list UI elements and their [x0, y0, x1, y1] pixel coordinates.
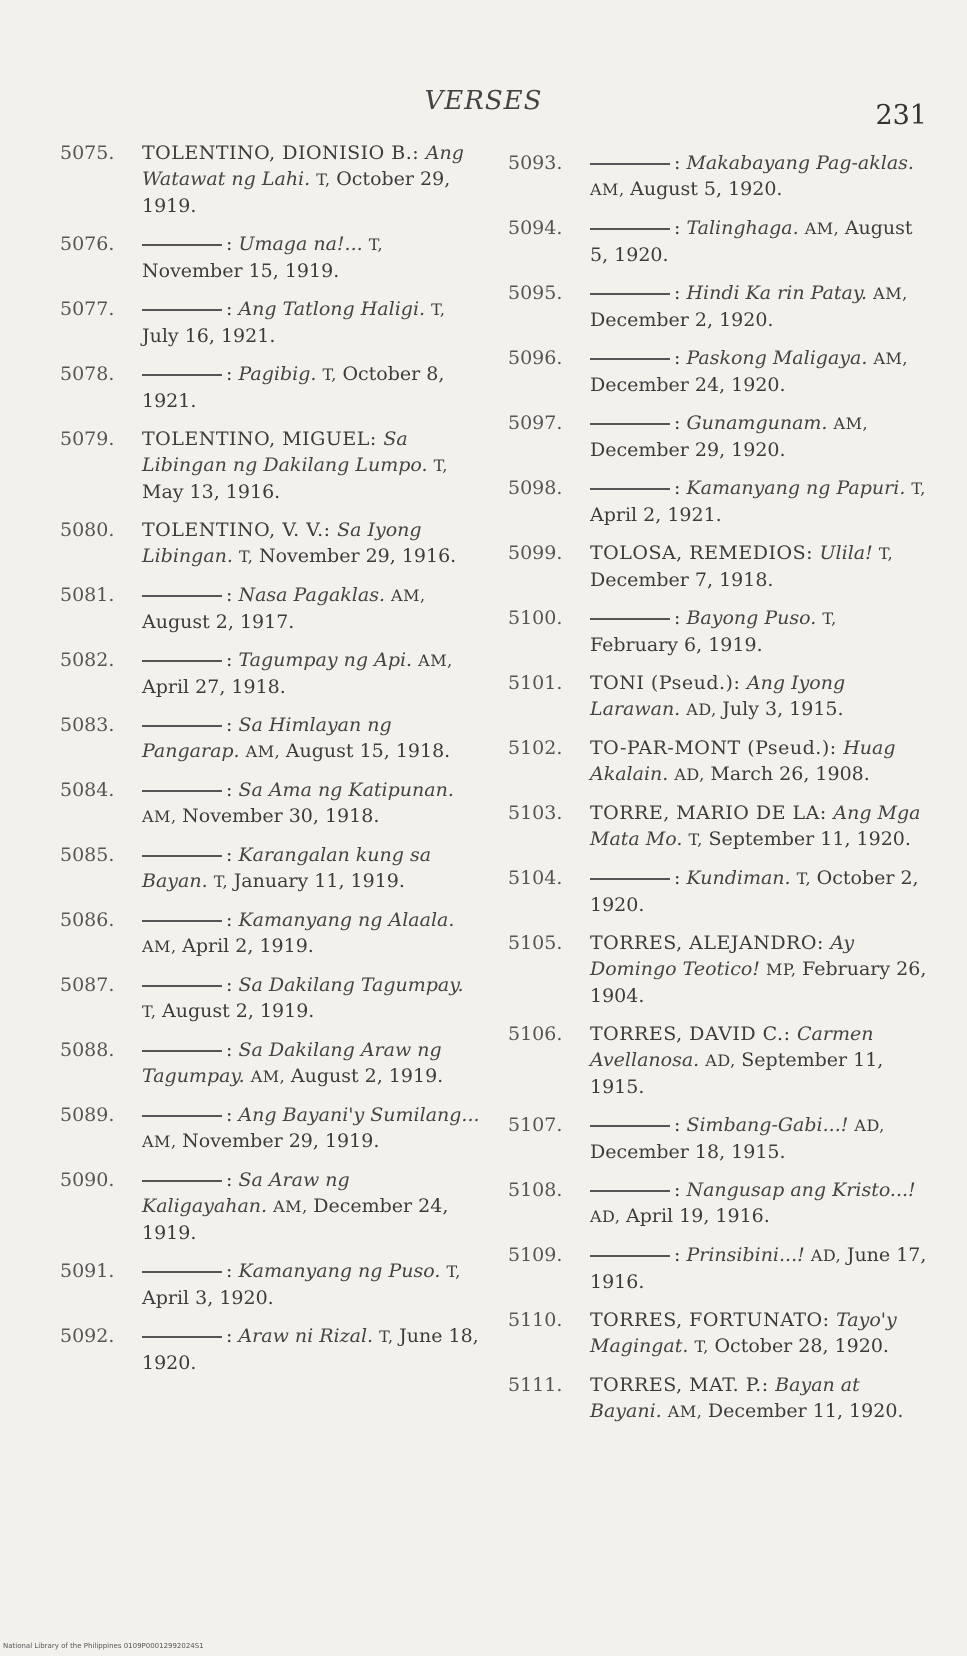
entry-number: 5108 . [508, 1177, 562, 1203]
bibliography-entry [508, 605, 928, 658]
entry-date: December 24, 1920. [590, 374, 786, 396]
entry-date: August 5, 1920. [630, 178, 783, 200]
entry-publication: AM, [873, 284, 908, 303]
ditto-dash [142, 1050, 222, 1052]
bibliography-entry [508, 1112, 928, 1165]
entry-number: 5097 . [508, 410, 562, 436]
entry-author: TORRE, MARIO DE LA : [590, 802, 833, 824]
ditto-dash [142, 1336, 222, 1338]
entry-title: Ay Domingo Teotico! [590, 932, 855, 980]
entry-publication: AD, [686, 700, 717, 719]
bibliography-entry [508, 215, 928, 268]
entry-title: Sa Dakilang Tagumpay. [238, 974, 464, 996]
entry-date: November 29, 1919. [182, 1130, 380, 1152]
bibliography-entry [60, 907, 480, 960]
entry-publication: T, [688, 830, 703, 849]
entry-publication: AM, [142, 807, 177, 826]
bibliography-entry [508, 1242, 928, 1295]
entry-date: February 6, 1919. [590, 634, 763, 656]
bibliography-entry [60, 296, 480, 349]
entry-title: Kamanyang ng Puso. [238, 1260, 441, 1282]
entry-publication: AD, [854, 1116, 885, 1135]
left-column [60, 140, 480, 1388]
ditto-dash [590, 293, 670, 295]
entry-date: October 28, 1920. [714, 1335, 889, 1357]
entry-date: November 29, 1916. [258, 545, 457, 567]
entry-title: Simbang-Gabi...! [686, 1114, 849, 1136]
entry-publication: T, [822, 609, 837, 628]
ditto-dash [590, 1190, 670, 1192]
footer-credit: National Library of the Philippines 0109P00012992024S1 [3, 1642, 204, 1650]
ditto-dash [142, 244, 222, 246]
ditto-dash [142, 920, 222, 922]
entry-title: Bayan at Bayani. [590, 1374, 860, 1422]
entry-date: January 11, 1919. [233, 870, 405, 892]
entry-title: Carmen Avellanosa. [590, 1023, 874, 1071]
bibliography-entry [60, 777, 480, 830]
ditto-dash [590, 228, 670, 230]
entry-date: December 24, 1919. [142, 1195, 449, 1244]
ditto-dash [142, 790, 222, 792]
entry-number: 5095 . [508, 280, 562, 306]
entry-number: 5078 . [60, 361, 114, 387]
entry-number: 5077 . [60, 296, 114, 322]
ditto-dash [590, 1255, 670, 1257]
entry-publication: T, [368, 235, 384, 254]
bibliography-entry [508, 670, 928, 723]
bibliography-entry [60, 647, 480, 700]
entry-date: September 11, 1915. [590, 1049, 884, 1098]
entry-publication: T, [694, 1337, 709, 1356]
entry-number: 5093 . [508, 150, 562, 176]
entry-title: Talinghaga. [686, 217, 799, 239]
entry-title: Sa Iyong Libingan. [142, 519, 422, 567]
entry-number: 5090 . [60, 1167, 114, 1193]
entry-number: 5107 . [508, 1112, 562, 1138]
page-number: 231 [875, 100, 927, 131]
entry-title: Nangusap ang Kristo...! [686, 1179, 916, 1201]
entry-title: Ang Watawat ng Lahi. [142, 142, 464, 190]
entry-publication: T, [911, 479, 926, 498]
entry-number: 5102 . [508, 735, 562, 761]
entry-publication: AM, [273, 1197, 308, 1216]
entry-number: 5104 . [508, 865, 562, 891]
bibliography-entry [508, 475, 928, 528]
entry-title: Pagibig. [238, 363, 317, 385]
entry-publication: T, [322, 365, 337, 384]
bibliography-entry [508, 540, 928, 593]
entry-author: TOLOSA, REMEDIOS : [590, 542, 820, 564]
ditto-dash [142, 595, 222, 597]
entry-number: 5091 . [60, 1258, 114, 1284]
bibliography-entry [60, 1037, 480, 1090]
entry-title: Makabayang Pag-aklas. [686, 152, 914, 174]
entry-date: October 2, 1920. [590, 867, 919, 916]
bibliography-entry [60, 426, 480, 505]
entry-number: 5089 . [60, 1102, 114, 1128]
ditto-dash [590, 1125, 670, 1127]
ditto-dash [590, 618, 670, 620]
entry-title: Tagumpay ng Api. [238, 649, 413, 671]
ditto-dash [590, 878, 670, 880]
entry-publication: AD, [674, 765, 705, 784]
entry-date: June 17, 1916. [590, 1244, 927, 1293]
entry-number: 5088 . [60, 1037, 114, 1063]
ditto-dash [142, 725, 222, 727]
entry-number: 5105 . [508, 930, 562, 956]
entry-date: April 2, 1919. [182, 935, 314, 957]
bibliography-entry [60, 712, 480, 765]
ditto-dash [590, 358, 670, 360]
bibliography-entry [508, 735, 928, 788]
entry-date: October 8, 1921. [142, 363, 445, 412]
entry-title: Umaga na!... [238, 233, 363, 255]
entry-date: June 18, 1920. [142, 1325, 479, 1374]
entry-date: September 11, 1920. [708, 828, 911, 850]
entry-title: Ulila! [819, 542, 873, 564]
entry-title: Ang Bayani'y Sumilang... [238, 1104, 480, 1126]
entry-publication: AD, [590, 1207, 621, 1226]
bibliography-entry [60, 231, 480, 284]
entry-title: Karangalan kung sa Bayan. [142, 844, 432, 892]
entry-publication: AM, [250, 1067, 286, 1086]
entry-number: 5110 . [508, 1307, 562, 1333]
entry-title: Sa Libingan ng Dakilang Lumpo. [142, 428, 428, 476]
entry-date: August 15, 1918. [285, 740, 451, 762]
bibliography-entry [60, 361, 480, 414]
entry-number: 5085 . [60, 842, 114, 868]
entry-number: 5101 . [508, 670, 562, 696]
entry-title: Ang Tatlong Haligi. [238, 298, 426, 320]
entry-number: 5082 . [60, 647, 114, 673]
entry-author: TORRES, FORTUNATO : [590, 1309, 836, 1331]
bibliography-entry [60, 972, 480, 1025]
entry-date: November 15, 1919. [142, 260, 340, 282]
entry-title: Hindi Ka rin Patay. [686, 282, 868, 304]
entry-date: April 2, 1921. [590, 504, 722, 526]
bibliography-entry [508, 865, 928, 918]
bibliography-entry [508, 1177, 928, 1230]
entry-date: May 13, 1916. [142, 481, 281, 503]
bibliography-entry [60, 140, 480, 219]
entry-publication: AM, [391, 586, 426, 605]
entry-publication: AM, [804, 219, 840, 238]
entry-title: Nasa Pagaklas. [238, 584, 385, 606]
entry-author: TORRES, DAVID C. : [590, 1023, 797, 1045]
entry-date: July 3, 1915. [722, 698, 844, 720]
entry-author: TOLENTINO, DIONISIO B. : [142, 142, 426, 164]
entry-number: 5094 . [508, 215, 562, 241]
entry-title: Huag Akalain. [590, 737, 896, 785]
entry-publication: T, [142, 1002, 157, 1021]
entry-number: 5075 . [60, 140, 114, 166]
entry-title: Paskong Maligaya. [686, 347, 868, 369]
entry-number: 5083 . [60, 712, 114, 738]
entry-publication: T, [379, 1327, 394, 1346]
bibliography-entry [508, 1021, 928, 1100]
bibliography-entry [508, 1372, 928, 1425]
entry-publication: AM, [142, 937, 177, 956]
entry-number: 5092 . [60, 1323, 114, 1349]
entry-number: 5103 . [508, 800, 562, 826]
entry-title: Sa Ama ng Katipunan. [238, 779, 454, 801]
entry-date: December 11, 1920. [707, 1400, 904, 1422]
entry-publication: T, [213, 872, 229, 891]
entry-number: 5076 . [60, 231, 114, 257]
entry-date: August 2, 1919. [290, 1065, 444, 1087]
entry-title: Sa Dakilang Araw ng Tagumpay. [142, 1039, 442, 1087]
entry-date: December 29, 1920. [590, 439, 786, 461]
bibliography-entry [60, 1102, 480, 1155]
entry-number: 5109 . [508, 1242, 562, 1268]
ditto-dash [142, 660, 222, 662]
entry-number: 5098 . [508, 475, 562, 501]
entry-title: Ang Mga Mata Mo. [590, 802, 921, 850]
bibliography-entry [508, 1307, 928, 1360]
entry-number: 5111 . [508, 1372, 562, 1398]
bibliography-entry [60, 1323, 480, 1376]
bibliography-entry [508, 150, 928, 203]
entry-date: April 3, 1920. [142, 1287, 274, 1309]
ditto-dash [142, 309, 222, 311]
bibliography-entry [508, 280, 928, 333]
entry-title: Bayong Puso. [686, 607, 817, 629]
entry-date: December 18, 1915. [590, 1141, 786, 1163]
entry-title: Ang Iyong Larawan. [590, 672, 846, 720]
entry-publication: T, [238, 547, 254, 566]
entry-title: Gunamgunam. [686, 412, 828, 434]
ditto-dash [142, 1271, 222, 1273]
bibliography-entry [508, 930, 928, 1009]
right-column [508, 150, 928, 1437]
entry-date: April 27, 1918. [142, 676, 286, 698]
entry-publication: AM, [873, 349, 908, 368]
entry-publication: AM, [667, 1402, 703, 1421]
entry-date: October 29, 1919. [142, 168, 451, 217]
entry-author: TOLENTINO, MIGUEL : [142, 428, 383, 450]
entry-date: August 2, 1919. [162, 1000, 315, 1022]
running-head: VERSES [424, 86, 543, 116]
entry-date: December 7, 1918. [590, 569, 774, 591]
ditto-dash [142, 374, 222, 376]
entry-number: 5096 . [508, 345, 562, 371]
entry-title: Sa Araw ng Kaligayahan. [142, 1169, 350, 1217]
ditto-dash [590, 163, 670, 165]
entry-publication: AM, [590, 180, 625, 199]
entry-publication: T, [446, 1262, 461, 1281]
bibliography-entry [60, 842, 480, 895]
entry-number: 5099 . [508, 540, 562, 566]
entry-number: 5080 . [60, 517, 114, 543]
bibliography-entry [60, 517, 480, 570]
entry-publication: AM, [418, 651, 453, 670]
entry-title: Kundiman. [686, 867, 791, 889]
bibliography-entry [60, 1167, 480, 1246]
entry-publication: AM, [833, 414, 869, 433]
entry-author: TO-PAR-MONT (Pseud.) : [590, 737, 843, 759]
entry-date: February 26, 1904. [590, 958, 927, 1007]
entry-title: Kamanyang ng Papuri. [686, 477, 906, 499]
entry-publication: T, [431, 300, 446, 319]
entry-number: 5086 . [60, 907, 114, 933]
bibliography-entry [60, 1258, 480, 1311]
bibliography-entry [508, 800, 928, 853]
entry-publication: T, [316, 170, 331, 189]
bibliography-entry [60, 582, 480, 635]
entry-number: 5081 . [60, 582, 114, 608]
entry-date: April 19, 1916. [626, 1205, 770, 1227]
ditto-dash [142, 1180, 222, 1182]
entry-date: August 5, 1920. [590, 217, 913, 266]
entry-date: November 30, 1918. [182, 805, 380, 827]
entry-publication: AD, [705, 1051, 736, 1070]
entry-author: TORRES, MAT. P. : [590, 1374, 775, 1396]
entry-number: 5106 . [508, 1021, 562, 1047]
entry-date: July 16, 1921. [142, 325, 276, 347]
bibliography-entry [508, 410, 928, 463]
entry-date: December 2, 1920. [590, 309, 774, 331]
entry-author: TOLENTINO, V. V. : [142, 519, 337, 541]
entry-publication: T, [796, 869, 812, 888]
entry-title: Kamanyang ng Alaala. [238, 909, 455, 931]
ditto-dash [142, 985, 222, 987]
entry-author: TONI (Pseud.) : [590, 672, 747, 694]
entry-publication: AM, [245, 742, 281, 761]
entry-title: Araw ni Rizal. [238, 1325, 374, 1347]
entry-publication: AD, [810, 1246, 842, 1265]
entry-number: 5087 . [60, 972, 114, 998]
ditto-dash [142, 1115, 222, 1117]
ditto-dash [590, 423, 670, 425]
entry-publication: T, [433, 456, 449, 475]
entry-title: Tayo'y Magingat. [590, 1309, 897, 1357]
entry-number: 5079 . [60, 426, 114, 452]
entry-title: Sa Himlayan ng Pangarap. [142, 714, 392, 762]
bibliography-entry [508, 345, 928, 398]
entry-publication: T, [878, 544, 894, 563]
entry-number: 5084 . [60, 777, 114, 803]
ditto-dash [142, 855, 222, 857]
entry-publication: AM, [142, 1132, 177, 1151]
ditto-dash [590, 488, 670, 490]
entry-number: 5100 . [508, 605, 562, 631]
entry-date: August 2, 1917. [142, 611, 295, 633]
entry-publication: MP, [766, 960, 797, 979]
entry-date: March 26, 1908. [710, 763, 870, 785]
entry-author: TORRES, ALEJANDRO : [590, 932, 830, 954]
entry-title: Prinsibini...! [686, 1244, 805, 1266]
